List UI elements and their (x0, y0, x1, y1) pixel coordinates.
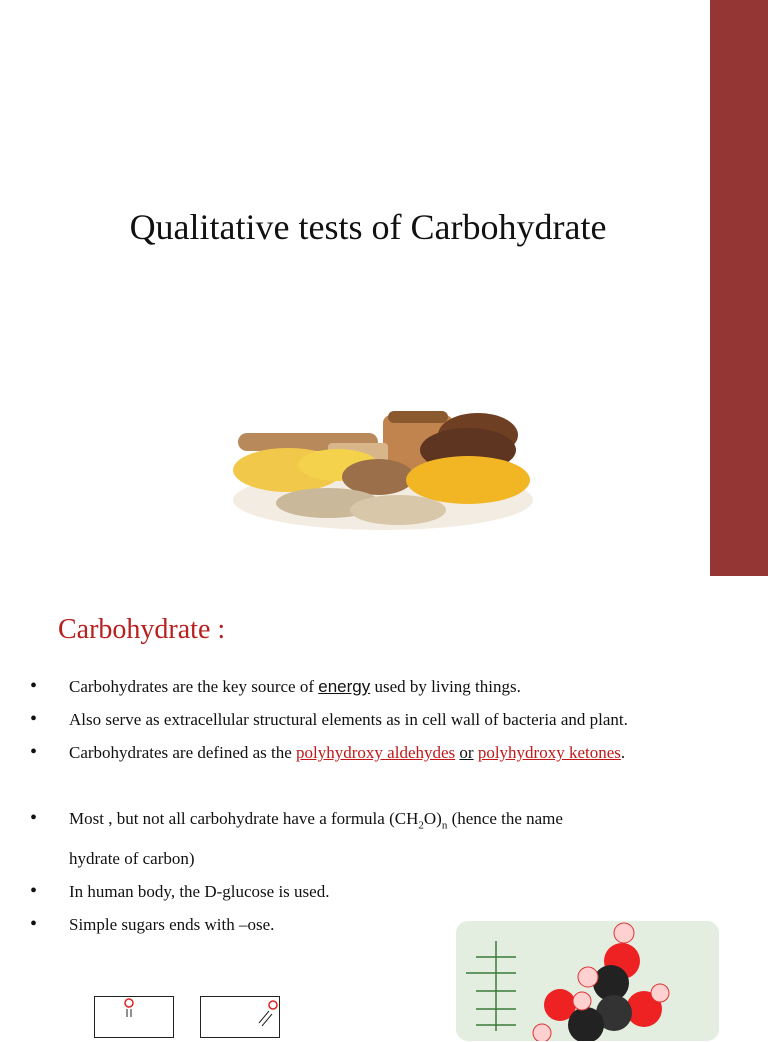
molecule-model-icon (456, 921, 719, 1041)
carbohydrate-foods-image (228, 395, 538, 535)
ketones-link[interactable]: polyhydroxy ketones (477, 743, 621, 762)
or-term: or (459, 743, 474, 762)
ketone-structure-box (200, 996, 280, 1038)
bullet-item: • Also serve as extracellular structural elements as in cell wall of bacteria and plant. (30, 703, 730, 736)
slide-title: Qualitative tests of Carbohydrate (129, 207, 607, 247)
bullet-dot-icon: • (30, 708, 38, 730)
aldehyde-structure-box (94, 996, 174, 1038)
bullet-dot-icon: • (30, 880, 38, 903)
bullet-dot-icon: • (30, 913, 38, 936)
bullet-item: • Most , but not all carbohydrate have a formula $(CH_2O)_n$ (hence the name hydrate of carbon) (30, 802, 730, 875)
aldehyde-structure-icon (95, 997, 173, 1037)
content-slide (0, 578, 750, 1024)
bullet-dot-icon: • (30, 741, 38, 763)
ketone-structure-icon (201, 997, 279, 1037)
energy-term: energy (318, 677, 371, 696)
bullet-item: • In human body, the D-glucose is used. (30, 875, 730, 908)
bullet-item: • Carbohydrates are defined as the polyhydroxy aldehydes or polyhydroxy ketones. (30, 736, 730, 769)
accent-bar (710, 0, 768, 576)
bullet-dot-icon: • (30, 807, 38, 829)
bullet-list (30, 670, 730, 941)
section-heading: Carbohydrate : (58, 614, 226, 645)
bullet-item: • Carbohydrates are the key source of energy used by living things. (30, 670, 730, 703)
bullet-dot-icon: • (30, 675, 38, 697)
aldehydes-link[interactable]: polyhydroxy aldehydes (296, 743, 456, 762)
glucose-molecule-image (456, 921, 719, 1041)
slide-edge (750, 576, 768, 1024)
bullet-item: • Simple sugars ends with –ose. (30, 908, 730, 941)
